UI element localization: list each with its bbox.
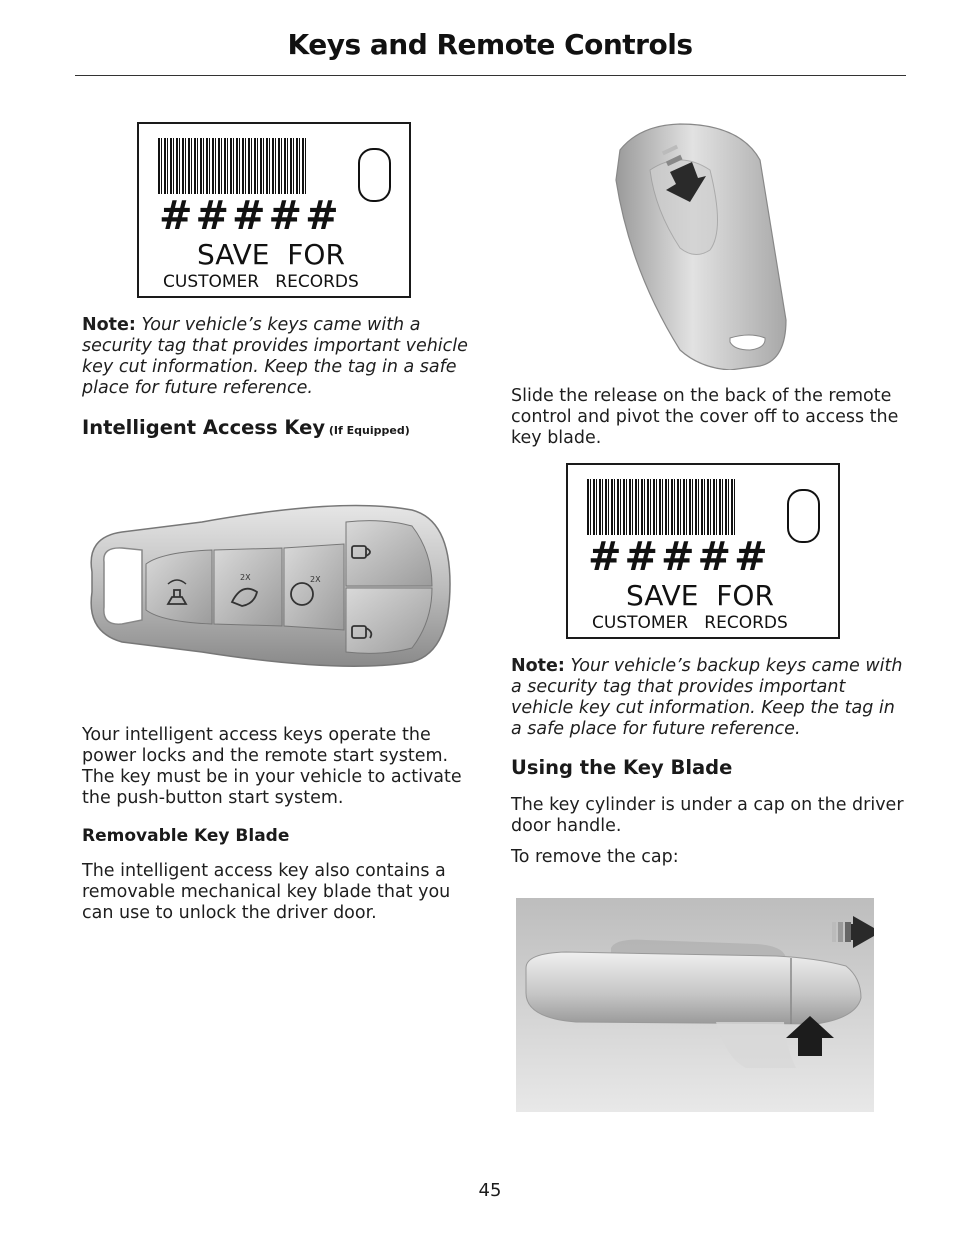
tag-hole [787, 489, 820, 543]
note-body: Your vehicle’s keys came with a security tag that provides important vehicle key cut information. Keep the tag in a safe place for future reference. [82, 315, 468, 398]
security-tag-illustration [137, 122, 411, 298]
note-backup-keys [511, 656, 911, 740]
door-handle-illustration [516, 898, 874, 1112]
heading-using-key-blade: Using the Key Blade [511, 756, 733, 779]
slide-release-instruction: Slide the release on the back of the remote control and pivot the cover off to access the key blade. [511, 386, 899, 448]
note-body: Your vehicle’s backup keys came with a security tag that provides important vehicle key cut information. Keep the tag in a safe place for future reference. [511, 656, 903, 739]
note-security-tag [82, 315, 477, 399]
tag-hole [358, 148, 391, 202]
barcode [587, 479, 736, 535]
removable-key-blade-description: The intelligent access key also contains a removable mechanical key blade that you can use to unlock the driver door. [82, 861, 451, 923]
remove-cap-instruction: To remove the cap: [511, 847, 679, 867]
barcode [158, 138, 307, 194]
intelligent-key-description: Your intelligent access keys operate the power locks and the remote start system. The key must be in your vehicle to activate the push-button start system. [82, 725, 462, 808]
note-label: Note: [511, 656, 565, 676]
tag-save-for: SAVE FOR [626, 579, 774, 612]
backup-security-tag-illustration [566, 463, 840, 639]
heading-intelligent-access-key [82, 416, 482, 439]
title-divider [75, 75, 906, 76]
tag-customer-records: CUSTOMER RECORDS [592, 613, 788, 633]
key-cylinder-description: The key cylinder is under a cap on the driver door handle. [511, 795, 904, 836]
page-title: Keys and Remote Controls [287, 28, 693, 61]
tag-customer-records: CUSTOMER RECORDS [163, 272, 359, 292]
key-fob-back-illustration [610, 120, 790, 370]
if-equipped-label: (If Equipped) [325, 424, 410, 437]
tag-save-for: SAVE FOR [197, 238, 345, 271]
heading-removable-key-blade: Removable Key Blade [82, 826, 290, 846]
tag-hash-marks: ##### [588, 534, 771, 580]
intelligent-key-fob-illustration [82, 492, 454, 676]
remote-start-2x-label: 2X [310, 575, 321, 584]
note-label: Note: [82, 315, 136, 335]
tag-hash-marks: ##### [159, 193, 342, 239]
trunk-2x-label: 2X [240, 573, 251, 582]
heading-text: Intelligent Access Key [82, 416, 326, 439]
page-number: 45 [478, 1180, 502, 1201]
